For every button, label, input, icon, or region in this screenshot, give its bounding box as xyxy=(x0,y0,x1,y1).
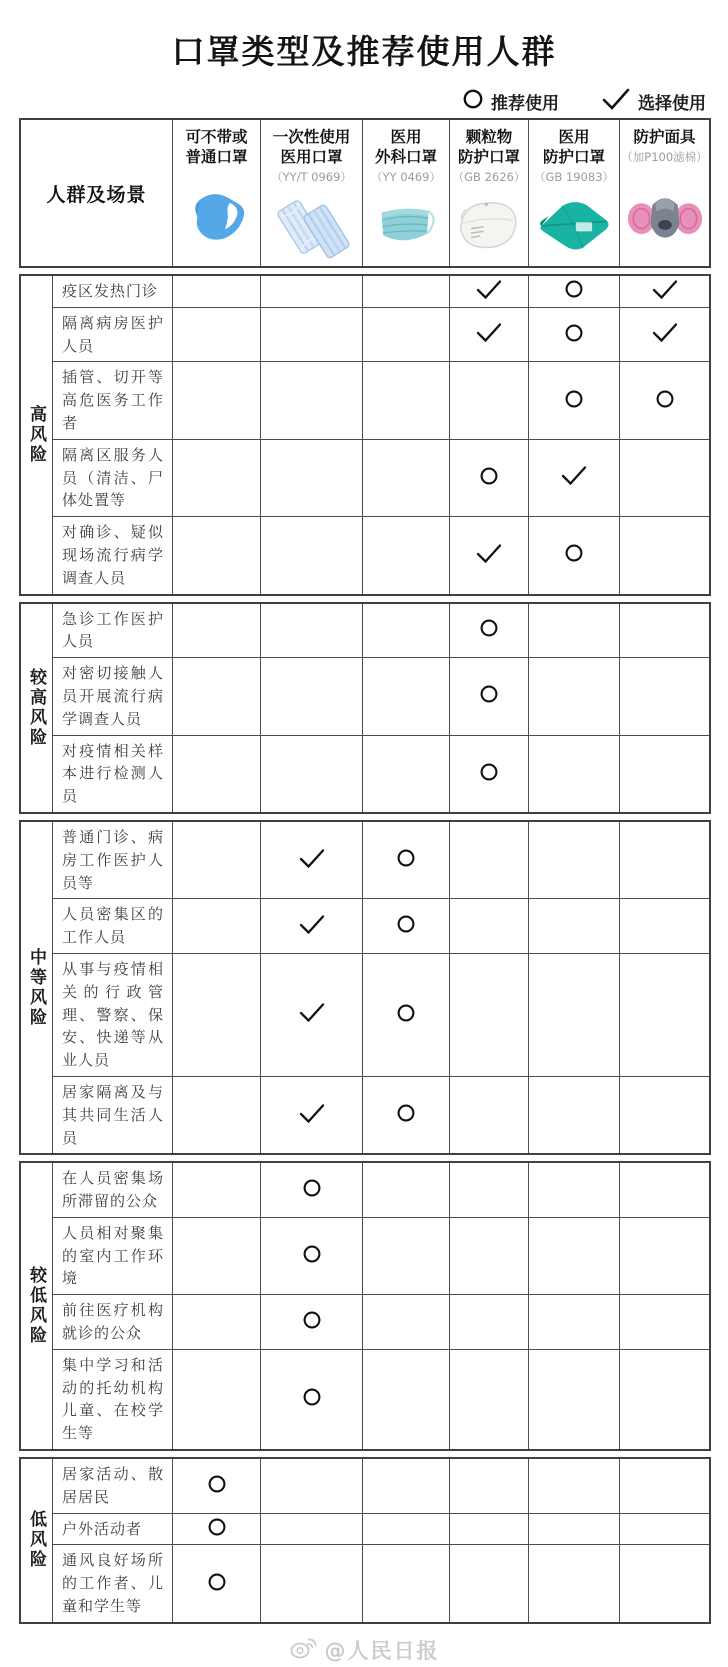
mark-cell xyxy=(260,307,362,362)
mask-standard: （YY 0469） xyxy=(371,169,441,184)
mask-name-line: 防护面具 xyxy=(633,128,696,146)
mark-cell xyxy=(528,1459,619,1513)
mask-name-line: 一次性使用 xyxy=(272,128,351,146)
mark-cell xyxy=(172,1544,260,1621)
mark-cell xyxy=(260,822,362,898)
mask-name-line: 外科口罩 xyxy=(374,147,437,166)
mark-cell xyxy=(619,953,709,1076)
mask-column-header xyxy=(449,120,528,266)
risk-sections xyxy=(19,268,711,1624)
circle-mark-icon xyxy=(479,684,499,708)
mask-name xyxy=(633,120,695,148)
mark-cell xyxy=(619,735,709,812)
mark-cell xyxy=(619,361,709,438)
mark-cell xyxy=(260,898,362,953)
mark-cell xyxy=(362,735,449,812)
mark-cell xyxy=(172,1349,260,1449)
mark-cell xyxy=(619,1294,709,1349)
scenario-label: 对疫情相关样本进行检测人员 xyxy=(52,735,172,812)
scenario-label: 人员密集区的工作人员 xyxy=(52,898,172,953)
circle-mark-icon xyxy=(396,1003,416,1027)
mark-cell xyxy=(619,1459,709,1513)
mark-cell xyxy=(172,657,260,734)
particulate-respirator-icon xyxy=(450,185,528,266)
circle-mark-icon xyxy=(302,1178,322,1202)
mark-cell xyxy=(362,1459,449,1513)
circle-mark-icon xyxy=(564,543,584,567)
mask-column-header xyxy=(260,120,362,266)
legend-label-optional: 选择使用 xyxy=(638,93,706,114)
risk-label: 低风险 xyxy=(26,1510,46,1571)
footer-credit xyxy=(0,1633,728,1667)
mark-cell xyxy=(449,361,528,438)
mark-cell xyxy=(449,953,528,1076)
mark-cell xyxy=(260,276,362,307)
risk-label: 高风险 xyxy=(26,404,46,465)
mark-cell xyxy=(172,307,260,362)
mark-cell xyxy=(528,1544,619,1621)
mark-cell xyxy=(362,604,449,658)
mark-cell xyxy=(362,276,449,307)
mark-cell xyxy=(449,1459,528,1513)
mark-cell xyxy=(528,361,619,438)
mask-name xyxy=(458,120,520,168)
check-mark-icon xyxy=(601,87,631,115)
mark-cell xyxy=(449,276,528,307)
mark-cell xyxy=(528,1076,619,1153)
scenario-label: 集中学习和活动的托幼机构儿童、在校学生等 xyxy=(52,1349,172,1449)
circle-mark-icon xyxy=(207,1517,227,1541)
legend-label-recommended: 推荐使用 xyxy=(491,93,559,114)
mask-name-line: 普通口罩 xyxy=(185,147,248,166)
table-header xyxy=(19,118,711,268)
mask-table xyxy=(19,118,711,1624)
scenario-label: 隔离病房医护人员 xyxy=(52,307,172,362)
scenario-label: 对确诊、疑似现场流行病学调查人员 xyxy=(52,516,172,593)
mark-cell xyxy=(172,361,260,438)
mark-cell xyxy=(528,735,619,812)
mask-standard: （GB 19083） xyxy=(533,169,615,184)
check-mark-icon xyxy=(298,848,326,873)
check-mark-icon xyxy=(298,914,326,939)
mark-cell xyxy=(449,822,528,898)
check-mark-icon xyxy=(651,279,679,304)
scenario-label: 通风良好场所的工作者、儿童和学生等 xyxy=(52,1544,172,1621)
mark-cell xyxy=(362,1163,449,1217)
mark-cell xyxy=(172,1513,260,1545)
check-mark-icon xyxy=(560,465,588,490)
mark-cell xyxy=(619,898,709,953)
risk-section xyxy=(19,1161,711,1451)
circle-mark-icon xyxy=(396,1103,416,1127)
mark-cell xyxy=(528,898,619,953)
mark-cell xyxy=(449,1349,528,1449)
mask-standard: （YY/T 0969） xyxy=(271,169,352,184)
risk-label: 较高风险 xyxy=(26,667,46,748)
mark-cell xyxy=(528,1217,619,1294)
mark-cell xyxy=(260,604,362,658)
mark-cell xyxy=(362,1513,449,1545)
mark-cell xyxy=(619,307,709,362)
scenario-label: 隔离区服务人员（清洁、尸体处置等 xyxy=(52,439,172,516)
mark-cell xyxy=(172,1294,260,1349)
mark-cell xyxy=(260,1349,362,1449)
mark-cell xyxy=(449,1217,528,1294)
mark-cell xyxy=(362,361,449,438)
mark-cell xyxy=(619,439,709,516)
legend-item-optional xyxy=(601,87,706,115)
mark-cell xyxy=(449,657,528,734)
mark-cell xyxy=(362,953,449,1076)
mark-cell xyxy=(528,307,619,362)
risk-section xyxy=(19,820,711,1155)
mark-cell xyxy=(260,1076,362,1153)
circle-mark-icon xyxy=(462,88,484,114)
circle-mark-icon xyxy=(564,279,584,303)
risk-label: 中等风险 xyxy=(26,947,46,1028)
mark-cell xyxy=(260,1163,362,1217)
scenario-label: 居家隔离及与其共同生活人员 xyxy=(52,1076,172,1153)
mark-cell xyxy=(528,516,619,593)
mark-cell xyxy=(260,1459,362,1513)
circle-mark-icon xyxy=(655,389,675,413)
mark-cell xyxy=(528,1513,619,1545)
mark-cell xyxy=(172,604,260,658)
mark-cell xyxy=(449,898,528,953)
circle-mark-icon xyxy=(396,848,416,872)
scenario-label: 人员相对聚集的室内工作环境 xyxy=(52,1217,172,1294)
mark-cell xyxy=(449,1076,528,1153)
mark-cell xyxy=(619,1217,709,1294)
mask-name xyxy=(543,120,605,168)
mark-cell xyxy=(528,822,619,898)
scenario-label: 从事与疫情相关的行政管理、警察、保安、快递等从业人员 xyxy=(52,953,172,1076)
risk-section xyxy=(19,1457,711,1624)
check-mark-icon xyxy=(475,279,503,304)
risk-label: 较低风险 xyxy=(26,1266,46,1347)
mark-cell xyxy=(619,822,709,898)
check-mark-icon xyxy=(475,543,503,568)
mask-name-line: 防护口罩 xyxy=(457,147,520,166)
scenario-label: 对密切接触人员开展流行病学调查人员 xyxy=(52,657,172,734)
mark-cell xyxy=(528,276,619,307)
mask-standard: （加P100滤棉） xyxy=(621,149,708,164)
mark-cell xyxy=(260,1294,362,1349)
circle-mark-icon xyxy=(302,1387,322,1411)
mark-cell xyxy=(362,516,449,593)
mark-cell xyxy=(362,1217,449,1294)
legend-item-recommended xyxy=(462,88,559,114)
mark-cell xyxy=(528,953,619,1076)
risk-section xyxy=(19,602,711,814)
mark-cell xyxy=(260,361,362,438)
mark-cell xyxy=(172,1076,260,1153)
mark-cell xyxy=(172,1163,260,1217)
mark-cell xyxy=(260,1544,362,1621)
scenario-label: 户外活动者 xyxy=(52,1513,172,1545)
mark-cell xyxy=(172,516,260,593)
mark-cell xyxy=(362,1076,449,1153)
scenario-label: 疫区发热门诊 xyxy=(52,276,172,307)
mark-cell xyxy=(362,1544,449,1621)
cloth-mask-icon xyxy=(173,168,260,266)
mask-column-header xyxy=(362,120,449,266)
credit-text: @人民日报 xyxy=(324,1638,440,1663)
circle-mark-icon xyxy=(564,389,584,413)
mask-name-line: 可不带或 xyxy=(185,128,248,146)
check-mark-icon xyxy=(651,322,679,347)
mask-name-line: 医用口罩 xyxy=(280,147,343,166)
circle-mark-icon xyxy=(207,1474,227,1498)
mark-cell xyxy=(449,439,528,516)
circle-mark-icon xyxy=(479,618,499,642)
mark-cell xyxy=(619,1163,709,1217)
scenario-label: 急诊工作医护人员 xyxy=(52,604,172,658)
scenario-label: 在人员密集场所滞留的公众 xyxy=(52,1163,172,1217)
mark-cell xyxy=(449,1294,528,1349)
mark-cell xyxy=(619,1349,709,1449)
mark-cell xyxy=(619,276,709,307)
mark-cell xyxy=(172,822,260,898)
mark-cell xyxy=(449,604,528,658)
mark-cell xyxy=(362,439,449,516)
mark-cell xyxy=(528,604,619,658)
legend xyxy=(0,86,728,116)
mark-cell xyxy=(172,1459,260,1513)
mark-cell xyxy=(362,898,449,953)
circle-mark-icon xyxy=(396,914,416,938)
circle-mark-icon xyxy=(302,1310,322,1334)
mask-name xyxy=(185,120,247,168)
mask-column-header xyxy=(172,120,260,266)
mark-cell xyxy=(528,439,619,516)
mark-cell xyxy=(362,1349,449,1449)
mark-cell xyxy=(528,657,619,734)
mark-cell xyxy=(260,1217,362,1294)
mark-cell xyxy=(449,307,528,362)
mark-cell xyxy=(362,657,449,734)
check-mark-icon xyxy=(298,1002,326,1027)
mark-cell xyxy=(260,516,362,593)
mark-cell xyxy=(619,604,709,658)
mark-cell xyxy=(449,1544,528,1621)
disposable-mask-icon xyxy=(261,185,362,266)
mark-cell xyxy=(172,953,260,1076)
mark-cell xyxy=(619,1076,709,1153)
mark-cell xyxy=(260,735,362,812)
mask-name xyxy=(273,120,351,168)
mark-cell xyxy=(619,1544,709,1621)
mark-cell xyxy=(449,1163,528,1217)
mask-column-header xyxy=(619,120,709,266)
weibo-icon xyxy=(289,1636,317,1664)
mark-cell xyxy=(449,1513,528,1545)
mask-name-line: 医用 xyxy=(390,128,422,146)
surgical-mask-icon xyxy=(363,185,449,266)
circle-mark-icon xyxy=(302,1244,322,1268)
mark-cell xyxy=(172,276,260,307)
risk-section xyxy=(19,274,711,596)
mark-cell xyxy=(260,953,362,1076)
mark-cell xyxy=(172,898,260,953)
page-title: 口罩类型及推荐使用人群 xyxy=(171,32,557,71)
scenario-label: 普通门诊、病房工作医护人员等 xyxy=(52,822,172,898)
mask-standard: （GB 2626） xyxy=(452,169,526,184)
mark-cell xyxy=(260,657,362,734)
mark-cell xyxy=(260,1513,362,1545)
mask-name-line: 防护口罩 xyxy=(542,147,605,166)
mark-cell xyxy=(449,735,528,812)
mark-cell xyxy=(260,439,362,516)
mark-cell xyxy=(362,307,449,362)
mask-column-header xyxy=(528,120,619,266)
mark-cell xyxy=(619,657,709,734)
mark-cell xyxy=(528,1294,619,1349)
mark-cell xyxy=(449,516,528,593)
half-face-respirator-icon xyxy=(620,165,709,266)
scenario-label: 前往医疗机构就诊的公众 xyxy=(52,1294,172,1349)
mark-cell xyxy=(528,1163,619,1217)
circle-mark-icon xyxy=(479,762,499,786)
circle-mark-icon xyxy=(564,323,584,347)
mark-cell xyxy=(172,1217,260,1294)
check-mark-icon xyxy=(298,1103,326,1128)
scenario-label: 居家活动、散居居民 xyxy=(52,1459,172,1513)
mask-name xyxy=(375,120,437,168)
mark-cell xyxy=(172,439,260,516)
mark-cell xyxy=(619,516,709,593)
scenario-label: 插管、切开等高危医务工作者 xyxy=(52,361,172,438)
medical-protective-mask-icon xyxy=(529,185,619,266)
row-header-label: 人群及场景 xyxy=(46,183,147,206)
mark-cell xyxy=(619,1513,709,1545)
check-mark-icon xyxy=(475,322,503,347)
mask-name-line: 医用 xyxy=(558,128,590,146)
mark-cell xyxy=(362,1294,449,1349)
circle-mark-icon xyxy=(207,1572,227,1596)
circle-mark-icon xyxy=(479,466,499,490)
mask-name-line: 颗粒物 xyxy=(465,128,513,146)
mark-cell xyxy=(362,822,449,898)
mark-cell xyxy=(528,1349,619,1449)
mark-cell xyxy=(172,735,260,812)
